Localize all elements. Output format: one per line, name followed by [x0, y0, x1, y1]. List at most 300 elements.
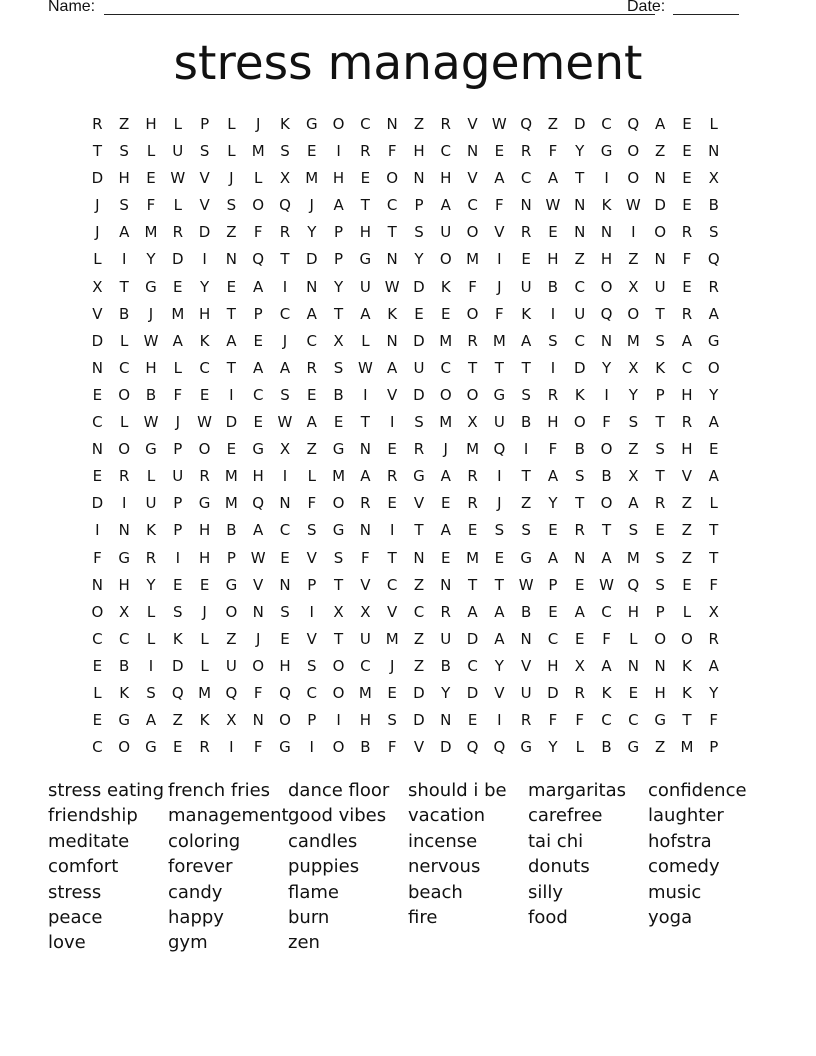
grid-letter[interactable]: E	[548, 521, 558, 540]
grid-letter[interactable]: N	[118, 521, 130, 540]
grid-letter[interactable]: C	[92, 413, 103, 432]
grid-letter[interactable]: L	[93, 250, 102, 269]
grid-letter[interactable]: V	[494, 683, 505, 702]
grid-letter[interactable]: A	[494, 629, 505, 648]
grid-letter[interactable]: A	[253, 521, 264, 540]
grid-letter[interactable]: D	[305, 250, 318, 269]
grid-letter[interactable]: W	[277, 413, 293, 432]
grid-letter[interactable]: C	[574, 331, 585, 350]
grid-letter[interactable]: Z	[681, 521, 693, 540]
grid-letter[interactable]: X	[333, 602, 344, 621]
grid-letter[interactable]: H	[198, 304, 211, 323]
grid-letter[interactable]: S	[146, 683, 156, 702]
grid-letter[interactable]: F	[602, 413, 611, 432]
grid-letter[interactable]: C	[92, 738, 103, 757]
grid-letter[interactable]: Z	[413, 656, 425, 675]
grid-letter[interactable]: U	[520, 683, 532, 702]
grid-letter[interactable]: X	[574, 656, 585, 675]
grid-letter[interactable]: H	[627, 602, 639, 621]
grid-letter[interactable]: V	[387, 602, 398, 621]
grid-letter[interactable]: B	[708, 196, 719, 215]
grid-letter[interactable]: X	[279, 169, 291, 188]
grid-letter[interactable]: G	[520, 548, 532, 567]
grid-letter[interactable]: I	[604, 385, 609, 404]
grid-letter[interactable]: M	[144, 223, 158, 242]
grid-letter[interactable]: R	[172, 223, 183, 242]
grid-letter[interactable]: N	[386, 115, 398, 133]
grid-letter[interactable]: T	[387, 548, 397, 567]
grid-letter[interactable]: P	[334, 250, 344, 269]
grid-letter[interactable]: C	[601, 602, 612, 621]
grid-letter[interactable]: V	[413, 494, 425, 513]
grid-letter[interactable]: P	[173, 521, 183, 540]
grid-letter[interactable]: S	[655, 331, 665, 350]
grid-letter[interactable]: Z	[226, 223, 237, 242]
grid-letter[interactable]: Y	[494, 656, 504, 675]
grid-letter[interactable]: R	[467, 494, 478, 513]
grid-letter[interactable]: N	[306, 277, 318, 296]
grid-letter[interactable]: R	[708, 629, 719, 648]
grid-letter[interactable]: V	[199, 196, 210, 215]
grid-letter[interactable]: G	[332, 440, 345, 459]
grid-letter[interactable]: D	[573, 358, 586, 377]
grid-letter[interactable]: X	[628, 467, 639, 486]
grid-letter[interactable]: C	[440, 358, 451, 377]
grid-letter[interactable]: Z	[654, 738, 666, 757]
grid-letter[interactable]: C	[413, 602, 425, 621]
grid-letter[interactable]: O	[225, 602, 238, 621]
grid-letter[interactable]: A	[360, 304, 371, 323]
grid-letter[interactable]: Z	[521, 494, 532, 513]
grid-letter[interactable]: Q	[252, 494, 265, 513]
grid-letter[interactable]: Z	[628, 250, 639, 269]
grid-letter[interactable]: A	[306, 413, 317, 432]
grid-letter[interactable]: G	[493, 385, 506, 404]
grid-letter[interactable]: B	[226, 521, 237, 540]
grid-letter[interactable]: M	[466, 440, 480, 459]
grid-letter[interactable]: C	[601, 115, 612, 133]
grid-letter[interactable]: J	[255, 115, 261, 133]
grid-letter[interactable]: J	[282, 331, 288, 350]
grid-letter[interactable]: D	[91, 331, 104, 350]
grid-letter[interactable]: I	[389, 521, 395, 540]
grid-letter[interactable]: H	[654, 683, 666, 702]
grid-letter[interactable]: B	[521, 413, 532, 432]
grid-letter[interactable]: R	[199, 738, 210, 757]
grid-letter[interactable]: C	[118, 629, 130, 648]
grid-letter[interactable]: Q	[279, 196, 291, 215]
grid-letter[interactable]: X	[92, 277, 103, 296]
grid-letter[interactable]: U	[225, 656, 237, 675]
grid-letter[interactable]: S	[387, 711, 397, 730]
grid-letter[interactable]: Q	[520, 115, 533, 133]
grid-letter[interactable]: N	[359, 440, 371, 459]
grid-letter[interactable]: V	[387, 385, 398, 404]
grid-letter[interactable]: M	[171, 304, 185, 323]
grid-letter[interactable]: H	[198, 548, 211, 567]
grid-letter[interactable]: A	[601, 656, 612, 675]
grid-letter[interactable]: R	[574, 683, 585, 702]
grid-letter[interactable]: R	[654, 494, 666, 513]
grid-letter[interactable]: K	[601, 683, 612, 702]
grid-letter[interactable]: N	[386, 331, 398, 350]
grid-letter[interactable]: G	[279, 738, 291, 757]
grid-letter[interactable]: E	[226, 277, 237, 296]
grid-letter[interactable]: O	[91, 602, 104, 621]
grid-letter[interactable]: H	[145, 358, 157, 377]
grid-letter[interactable]: A	[628, 494, 639, 513]
grid-letter[interactable]: G	[198, 494, 211, 513]
grid-letter[interactable]: S	[521, 521, 531, 540]
grid-letter[interactable]: F	[253, 738, 263, 757]
grid-letter[interactable]: I	[282, 467, 288, 486]
grid-letter[interactable]: K	[655, 358, 666, 377]
grid-letter[interactable]: I	[202, 250, 207, 269]
grid-letter[interactable]: V	[413, 738, 425, 757]
grid-letter[interactable]: U	[359, 277, 371, 296]
grid-letter[interactable]: V	[199, 169, 210, 188]
grid-letter[interactable]: W	[625, 196, 641, 215]
grid-letter[interactable]: R	[681, 413, 693, 432]
grid-letter[interactable]: X	[708, 169, 719, 188]
grid-letter[interactable]: N	[413, 169, 425, 188]
grid-letter[interactable]: M	[492, 331, 506, 350]
grid-letter[interactable]: O	[681, 629, 693, 648]
grid-letter[interactable]: C	[440, 142, 451, 161]
grid-letter[interactable]: K	[682, 683, 692, 702]
grid-letter[interactable]: K	[172, 629, 183, 648]
grid-letter[interactable]: I	[336, 142, 341, 161]
grid-letter[interactable]: F	[495, 304, 504, 323]
grid-letter[interactable]: R	[360, 142, 371, 161]
grid-letter[interactable]: T	[119, 277, 129, 296]
grid-letter[interactable]: O	[654, 223, 667, 242]
grid-letter[interactable]: O	[439, 385, 452, 404]
grid-letter[interactable]: N	[225, 250, 237, 269]
grid-letter[interactable]: G	[252, 440, 264, 459]
grid-letter[interactable]: X	[628, 358, 639, 377]
grid-letter[interactable]: E	[414, 304, 424, 323]
grid-letter[interactable]: Y	[548, 738, 558, 757]
grid-letter[interactable]: I	[148, 656, 154, 675]
grid-letter[interactable]: N	[600, 331, 613, 350]
grid-letter[interactable]: E	[548, 602, 558, 621]
grid-letter[interactable]: P	[226, 548, 236, 567]
grid-letter[interactable]: E	[521, 250, 531, 269]
grid-letter[interactable]: E	[682, 115, 692, 133]
grid-letter[interactable]: O	[654, 629, 667, 648]
grid-letter[interactable]: C	[601, 711, 612, 730]
grid-letter[interactable]: G	[145, 738, 157, 757]
grid-letter[interactable]: R	[681, 223, 693, 242]
grid-letter[interactable]: A	[521, 331, 532, 350]
grid-letter[interactable]: S	[548, 331, 558, 350]
grid-letter[interactable]: V	[521, 656, 532, 675]
grid-letter[interactable]: Q	[171, 683, 184, 702]
grid-letter[interactable]: I	[497, 467, 502, 486]
grid-letter[interactable]: R	[413, 440, 425, 459]
grid-letter[interactable]: C	[306, 331, 318, 350]
grid-letter[interactable]: D	[466, 629, 479, 648]
grid-letter[interactable]: R	[520, 223, 532, 242]
grid-letter[interactable]: T	[655, 413, 665, 432]
grid-letter[interactable]: Z	[681, 548, 693, 567]
grid-letter[interactable]: T	[333, 304, 344, 323]
grid-letter[interactable]: T	[226, 358, 236, 377]
grid-letter[interactable]: U	[440, 629, 452, 648]
grid-letter[interactable]: S	[628, 413, 639, 432]
grid-letter[interactable]: H	[681, 385, 693, 404]
grid-letter[interactable]: E	[92, 385, 103, 404]
grid-letter[interactable]: N	[413, 548, 425, 567]
grid-letter[interactable]: K	[280, 115, 290, 133]
grid-letter[interactable]: G	[118, 548, 130, 567]
grid-letter[interactable]: A	[253, 277, 264, 296]
grid-letter[interactable]: T	[333, 629, 344, 648]
grid-letter[interactable]: R	[279, 223, 291, 242]
grid-letter[interactable]: R	[708, 277, 719, 296]
grid-letter[interactable]: R	[467, 467, 478, 486]
grid-letter[interactable]: V	[494, 223, 505, 242]
grid-letter[interactable]: E	[280, 548, 290, 567]
grid-letter[interactable]: F	[575, 711, 585, 730]
grid-letter[interactable]: Z	[628, 440, 639, 459]
grid-letter[interactable]: K	[387, 304, 398, 323]
grid-letter[interactable]: Z	[413, 115, 425, 133]
grid-letter[interactable]: L	[254, 169, 263, 188]
grid-letter[interactable]: F	[387, 142, 397, 161]
grid-letter[interactable]: J	[202, 602, 207, 621]
grid-letter[interactable]: L	[173, 196, 182, 215]
grid-letter[interactable]: S	[414, 223, 424, 242]
grid-letter[interactable]: O	[198, 440, 211, 459]
grid-letter[interactable]: A	[708, 467, 719, 486]
grid-letter[interactable]: S	[655, 548, 665, 567]
grid-letter[interactable]: L	[93, 683, 102, 702]
grid-letter[interactable]: C	[252, 385, 264, 404]
grid-letter[interactable]: O	[573, 413, 586, 432]
grid-letter[interactable]: I	[363, 385, 368, 404]
grid-letter[interactable]: D	[198, 223, 211, 242]
grid-letter[interactable]: E	[146, 169, 156, 188]
grid-letter[interactable]: O	[466, 304, 479, 323]
grid-letter[interactable]: A	[226, 331, 237, 350]
grid-letter[interactable]: U	[145, 494, 157, 513]
grid-letter[interactable]: D	[413, 711, 425, 730]
grid-letter[interactable]: O	[332, 738, 345, 757]
grid-letter[interactable]: H	[359, 223, 371, 242]
grid-letter[interactable]: H	[145, 115, 157, 133]
grid-letter[interactable]: J	[95, 196, 100, 215]
grid-letter[interactable]: D	[654, 196, 666, 215]
grid-letter[interactable]: J	[309, 196, 314, 215]
grid-letter[interactable]: N	[91, 440, 104, 459]
grid-letter[interactable]: N	[574, 548, 586, 567]
grid-letter[interactable]: S	[226, 196, 237, 215]
grid-letter[interactable]: E	[92, 467, 103, 486]
grid-letter[interactable]: N	[520, 196, 532, 215]
grid-letter[interactable]: R	[547, 385, 559, 404]
grid-letter[interactable]: F	[682, 250, 692, 269]
grid-letter[interactable]: V	[360, 575, 371, 594]
grid-letter[interactable]: Y	[628, 385, 638, 404]
grid-letter[interactable]: R	[467, 331, 478, 350]
grid-letter[interactable]: W	[250, 548, 266, 567]
grid-letter[interactable]: D	[172, 250, 184, 269]
grid-letter[interactable]: K	[146, 521, 156, 540]
grid-letter[interactable]: I	[282, 277, 288, 296]
grid-letter[interactable]: O	[332, 683, 345, 702]
grid-letter[interactable]: E	[173, 277, 183, 296]
grid-letter[interactable]: O	[600, 494, 613, 513]
grid-letter[interactable]: B	[601, 467, 612, 486]
grid-letter[interactable]: F	[173, 385, 183, 404]
grid-letter[interactable]: C	[199, 358, 210, 377]
grid-letter[interactable]: Y	[333, 277, 344, 296]
grid-letter[interactable]: N	[708, 142, 720, 161]
grid-letter[interactable]: N	[359, 521, 371, 540]
grid-letter[interactable]: R	[681, 304, 693, 323]
grid-letter[interactable]: I	[604, 169, 609, 188]
grid-letter[interactable]: I	[175, 548, 180, 567]
grid-letter[interactable]: J	[229, 169, 234, 188]
grid-letter[interactable]: S	[628, 521, 639, 540]
grid-letter[interactable]: R	[386, 467, 398, 486]
grid-letter[interactable]: M	[680, 738, 694, 757]
grid-letter[interactable]: H	[547, 656, 559, 675]
grid-letter[interactable]: W	[143, 331, 159, 350]
grid-letter[interactable]: E	[682, 277, 692, 296]
grid-letter[interactable]: W	[143, 413, 159, 432]
grid-letter[interactable]: X	[360, 602, 371, 621]
grid-letter[interactable]: J	[148, 304, 154, 323]
grid-letter[interactable]: L	[146, 602, 156, 621]
grid-letter[interactable]: W	[545, 196, 561, 215]
grid-letter[interactable]: S	[333, 548, 344, 567]
grid-letter[interactable]: U	[172, 467, 184, 486]
grid-letter[interactable]: E	[333, 413, 344, 432]
grid-letter[interactable]: R	[199, 467, 210, 486]
grid-letter[interactable]: E	[387, 494, 397, 513]
grid-letter[interactable]: O	[118, 738, 131, 757]
grid-letter[interactable]: C	[467, 196, 478, 215]
grid-letter[interactable]: N	[279, 575, 291, 594]
grid-letter[interactable]: R	[92, 115, 103, 133]
grid-letter[interactable]: S	[280, 602, 290, 621]
grid-letter[interactable]: F	[93, 548, 102, 567]
grid-letter[interactable]: E	[199, 575, 210, 594]
grid-letter[interactable]: H	[440, 169, 452, 188]
grid-letter[interactable]: N	[627, 656, 639, 675]
grid-letter[interactable]: K	[521, 304, 532, 323]
grid-letter[interactable]: D	[413, 385, 425, 404]
grid-letter[interactable]: T	[575, 494, 585, 513]
grid-letter[interactable]: E	[92, 656, 103, 675]
grid-letter[interactable]: A	[547, 467, 559, 486]
grid-letter[interactable]: J	[95, 223, 100, 242]
grid-letter[interactable]: T	[360, 196, 370, 215]
grid-letter[interactable]: Q	[279, 683, 291, 702]
grid-letter[interactable]: A	[440, 521, 451, 540]
grid-letter[interactable]: R	[574, 521, 585, 540]
grid-letter[interactable]: F	[468, 277, 477, 296]
grid-letter[interactable]: A	[574, 602, 585, 621]
grid-letter[interactable]: U	[172, 142, 184, 161]
grid-letter[interactable]: K	[574, 385, 585, 404]
grid-letter[interactable]: S	[494, 521, 505, 540]
grid-letter[interactable]: C	[279, 521, 291, 540]
grid-letter[interactable]: A	[440, 196, 451, 215]
grid-letter[interactable]: D	[466, 683, 479, 702]
grid-letter[interactable]: L	[682, 602, 692, 621]
grid-letter[interactable]: N	[654, 656, 666, 675]
grid-letter[interactable]: H	[252, 467, 264, 486]
grid-letter[interactable]: B	[333, 385, 344, 404]
grid-letter[interactable]: S	[708, 223, 719, 242]
grid-letter[interactable]: F	[602, 629, 611, 648]
grid-letter[interactable]: R	[360, 494, 371, 513]
grid-letter[interactable]: I	[309, 602, 314, 621]
grid-letter[interactable]: A	[494, 602, 505, 621]
grid-letter[interactable]: P	[173, 440, 183, 459]
grid-letter[interactable]: D	[172, 656, 184, 675]
grid-letter[interactable]: Q	[627, 115, 640, 133]
grid-letter[interactable]: E	[682, 142, 692, 161]
grid-letter[interactable]: O	[707, 358, 720, 377]
grid-letter[interactable]: H	[681, 440, 693, 459]
grid-letter[interactable]: W	[357, 358, 373, 377]
grid-letter[interactable]: C	[628, 711, 639, 730]
grid-letter[interactable]: N	[574, 223, 586, 242]
grid-letter[interactable]: N	[386, 250, 398, 269]
grid-letter[interactable]: G	[305, 115, 318, 133]
grid-letter[interactable]: C	[118, 358, 130, 377]
grid-letter[interactable]: H	[332, 169, 345, 188]
grid-letter[interactable]: X	[333, 331, 344, 350]
grid-letter[interactable]: V	[253, 575, 264, 594]
grid-letter[interactable]: A	[119, 223, 130, 242]
grid-letter[interactable]: P	[307, 575, 317, 594]
grid-letter[interactable]: R	[520, 142, 532, 161]
grid-letter[interactable]: N	[91, 358, 104, 377]
grid-letter[interactable]: E	[708, 440, 719, 459]
grid-letter[interactable]: X	[628, 277, 639, 296]
grid-letter[interactable]: K	[199, 331, 210, 350]
grid-letter[interactable]: S	[307, 521, 317, 540]
grid-letter[interactable]: G	[520, 738, 532, 757]
grid-letter[interactable]: E	[307, 385, 317, 404]
grid-letter[interactable]: P	[548, 575, 558, 594]
grid-letter[interactable]: C	[360, 656, 371, 675]
grid-letter[interactable]: O	[279, 711, 291, 730]
grid-letter[interactable]: O	[627, 169, 640, 188]
grid-letter[interactable]: G	[145, 440, 157, 459]
grid-letter[interactable]: X	[467, 413, 478, 432]
grid-letter[interactable]: Q	[466, 738, 479, 757]
grid-letter[interactable]: L	[200, 629, 209, 648]
grid-letter[interactable]: T	[333, 575, 344, 594]
grid-letter[interactable]: Y	[146, 575, 156, 594]
grid-letter[interactable]: K	[199, 711, 210, 730]
grid-letter[interactable]: G	[627, 738, 640, 757]
grid-letter[interactable]: Y	[414, 250, 424, 269]
grid-letter[interactable]: T	[92, 142, 102, 161]
grid-letter[interactable]: I	[229, 385, 234, 404]
grid-letter[interactable]: D	[573, 115, 586, 133]
grid-letter[interactable]: D	[225, 413, 238, 432]
grid-letter[interactable]: L	[146, 467, 156, 486]
grid-letter[interactable]: B	[601, 738, 612, 757]
